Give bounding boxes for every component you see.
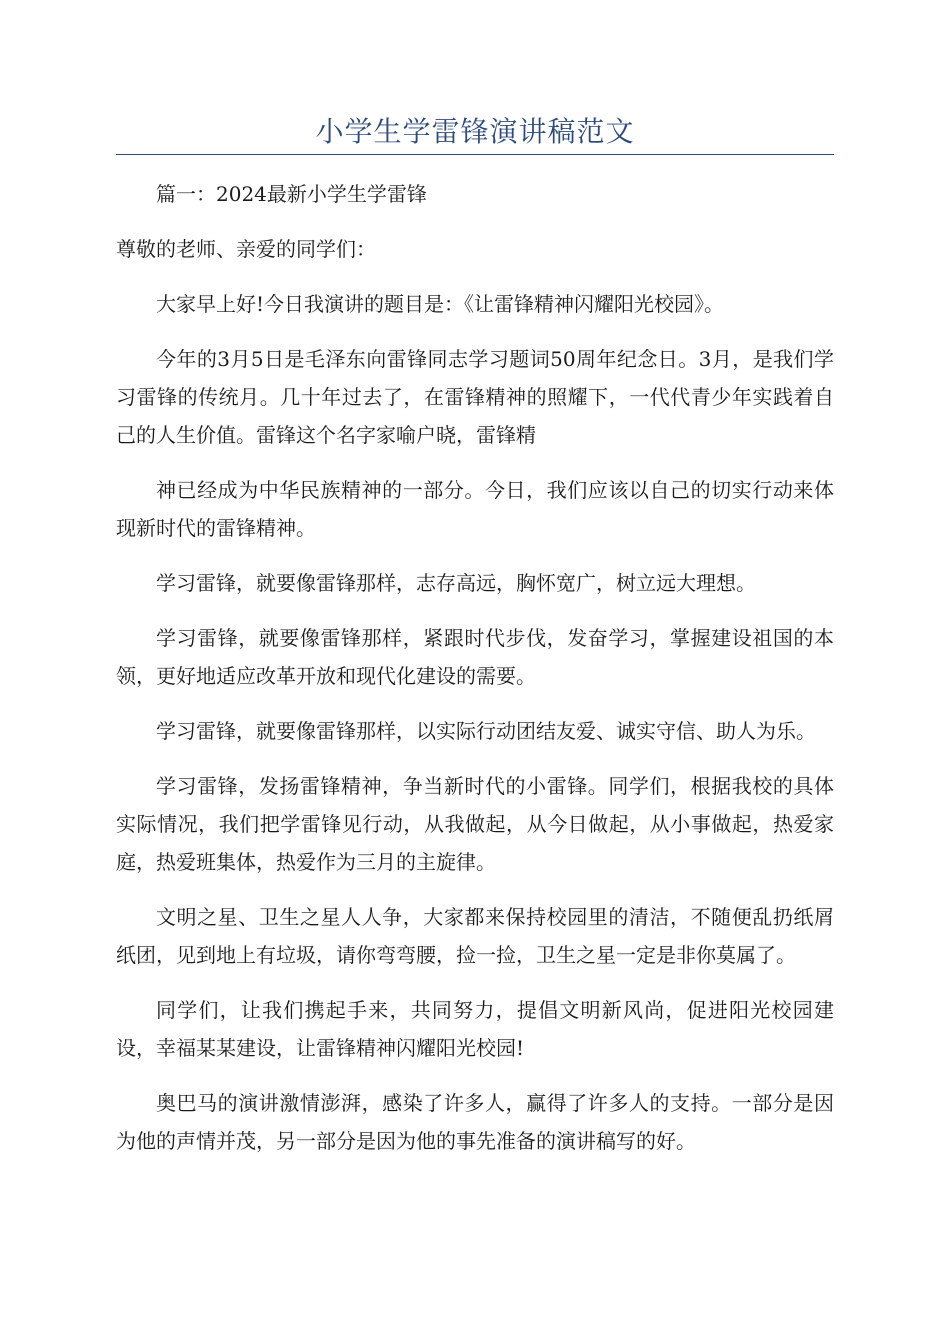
paragraph-call-to-action: 同学们，让我们携起手来，共同努力，提倡文明新风尚，促进阳光校园建设，幸福某某建设，让雷锋精神闪耀阳光校园!: [116, 998, 834, 1060]
paragraph-ideal: 学习雷锋，就要像雷锋那样，志存高远，胸怀宽广，树立远大理想。: [156, 571, 756, 595]
paragraph-hygiene-star: 文明之星、卫生之星人人争，大家都来保持校园里的清洁，不随便乱扔纸屑纸团，见到地上有垃圾，请你弯弯腰，捡一捡，卫生之星一定是非你莫属了。: [116, 905, 834, 967]
paragraph-study: 学习雷锋，就要像雷锋那样，紧跟时代步伐，发奋学习，掌握建设祖国的本领，更好地适应改革开放和现代化建设的需要。: [116, 626, 834, 688]
paragraph-national-spirit: 神已经成为中华民族精神的一部分。今日，我们应该以自己的切实行动来体现新时代的雷锋精神。: [116, 478, 834, 540]
paragraph-anniversary: 今年的3月5日是毛泽东向雷锋同志学习题词50周年纪念日。3月，是我们学习雷锋的传统月。几十年过去了，在雷锋精神的照耀下，一代代青少年实践着自己的人生价值。雷锋这个名字家喻户晓，雷锋精: [116, 347, 834, 447]
title-underline: [116, 154, 834, 155]
paragraph-section-heading: 篇一：2024最新小学生学雷锋: [156, 182, 427, 206]
paragraph-obama: 奥巴马的演讲激情澎湃，感染了许多人，赢得了许多人的支持。一部分是因为他的声情并茂，另一部分是因为他的事先准备的演讲稿写的好。: [116, 1091, 834, 1153]
paragraph-salutation: 尊敬的老师、亲爱的同学们：: [116, 237, 376, 261]
paragraph-unity: 学习雷锋，就要像雷锋那样，以实际行动团结友爱、诚实守信、助人为乐。: [156, 719, 816, 743]
document-body: [116, 175, 834, 1177]
paragraph-little-leifeng: 学习雷锋，发扬雷锋精神，争当新时代的小雷锋。同学们，根据我校的具体实际情况，我们把学雷锋见行动，从我做起，从今日做起，从小事做起，热爱家庭，热爱班集体，热爱作为三月的主旋律。: [116, 774, 834, 874]
paragraph-greeting: 大家早上好!今日我演讲的题目是：《让雷锋精神闪耀阳光校园》。: [156, 292, 725, 316]
document-title: 小学生学雷锋演讲稿范文: [315, 115, 635, 148]
